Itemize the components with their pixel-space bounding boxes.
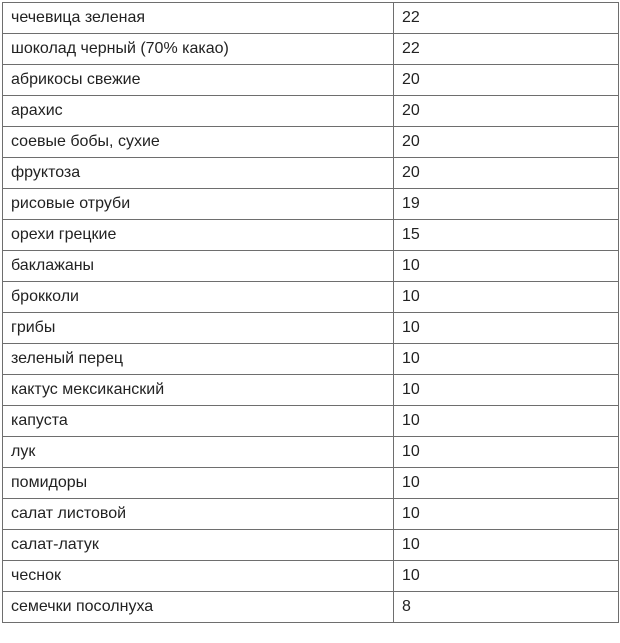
value-cell: 10 xyxy=(394,437,619,468)
product-name-cell: салат-латук xyxy=(3,530,394,561)
value-cell: 10 xyxy=(394,530,619,561)
table-row xyxy=(3,561,619,592)
value-cell: 10 xyxy=(394,375,619,406)
product-name-cell: шоколад черный (70% какао) xyxy=(3,34,394,65)
product-name-cell: помидоры xyxy=(3,468,394,499)
value-cell: 10 xyxy=(394,313,619,344)
value-cell: 8 xyxy=(394,592,619,623)
value-cell: 10 xyxy=(394,344,619,375)
value-cell: 20 xyxy=(394,158,619,189)
table-row xyxy=(3,34,619,65)
table-row xyxy=(3,65,619,96)
table-row xyxy=(3,189,619,220)
product-name-cell: соевые бобы, сухие xyxy=(3,127,394,158)
table-row xyxy=(3,344,619,375)
value-cell: 19 xyxy=(394,189,619,220)
value-cell: 20 xyxy=(394,127,619,158)
table-row xyxy=(3,499,619,530)
value-cell: 10 xyxy=(394,499,619,530)
table-row xyxy=(3,530,619,561)
value-cell: 10 xyxy=(394,406,619,437)
value-cell: 22 xyxy=(394,3,619,34)
product-name-cell: кактус мексиканский xyxy=(3,375,394,406)
product-name-cell: зеленый перец xyxy=(3,344,394,375)
value-cell: 15 xyxy=(394,220,619,251)
value-cell: 20 xyxy=(394,96,619,127)
table-row xyxy=(3,375,619,406)
table-row xyxy=(3,158,619,189)
product-name-cell: чечевица зеленая xyxy=(3,3,394,34)
table-row xyxy=(3,437,619,468)
value-cell: 22 xyxy=(394,34,619,65)
table-row xyxy=(3,3,619,34)
table-row xyxy=(3,127,619,158)
glycemic-index-table xyxy=(2,2,619,623)
table-row xyxy=(3,220,619,251)
product-name-cell: фруктоза xyxy=(3,158,394,189)
product-name-cell: баклажаны xyxy=(3,251,394,282)
table-row xyxy=(3,96,619,127)
table-row xyxy=(3,251,619,282)
product-name-cell: грибы xyxy=(3,313,394,344)
table-row xyxy=(3,468,619,499)
product-name-cell: чеснок xyxy=(3,561,394,592)
value-cell: 10 xyxy=(394,282,619,313)
value-cell: 10 xyxy=(394,561,619,592)
product-name-cell: салат листовой xyxy=(3,499,394,530)
value-cell: 10 xyxy=(394,251,619,282)
table-row xyxy=(3,406,619,437)
product-name-cell: орехи грецкие xyxy=(3,220,394,251)
value-cell: 10 xyxy=(394,468,619,499)
product-name-cell: капуста xyxy=(3,406,394,437)
product-name-cell: брокколи xyxy=(3,282,394,313)
table-row xyxy=(3,592,619,623)
table-row xyxy=(3,313,619,344)
product-name-cell: семечки посолнуха xyxy=(3,592,394,623)
product-name-cell: рисовые отруби xyxy=(3,189,394,220)
product-name-cell: лук xyxy=(3,437,394,468)
product-name-cell: абрикосы свежие xyxy=(3,65,394,96)
table-row xyxy=(3,282,619,313)
table-body xyxy=(3,3,619,623)
product-name-cell: арахис xyxy=(3,96,394,127)
value-cell: 20 xyxy=(394,65,619,96)
